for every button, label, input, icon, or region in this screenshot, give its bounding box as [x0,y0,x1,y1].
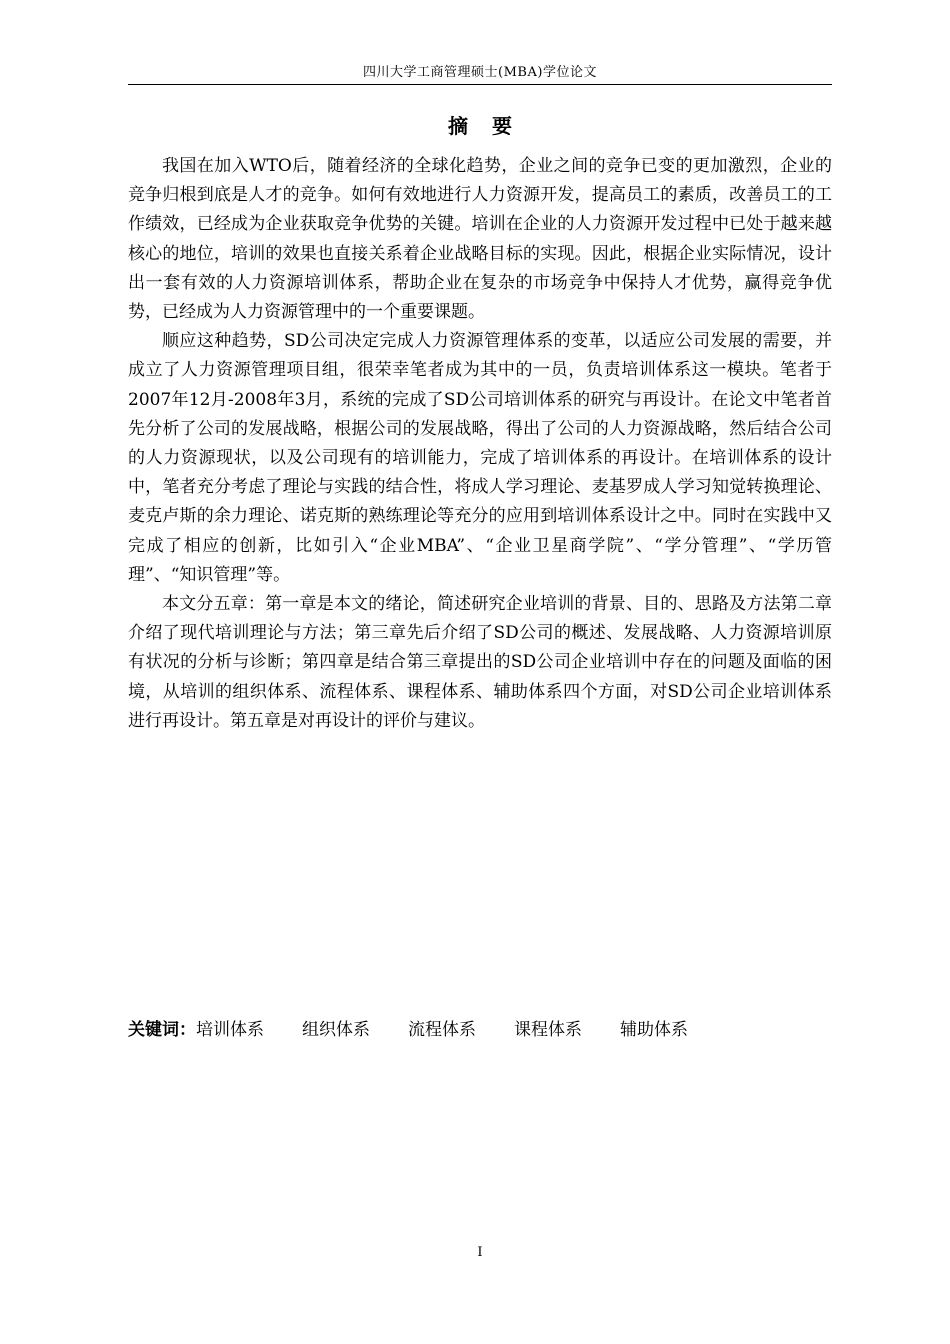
abstract-paragraph-3: 本文分五章：第一章是本文的绪论，简述研究企业培训的背景、目的、思路及方法第二章介绍了现代培训理论与方法；第三章先后介绍了SD公司的概述、发展战略、人力资源培训原有状况的分析与诊断；第四章是结合第三章提出的SD公司企业培训中存在的问题及面临的困境，从培训的组织体系、流程体系、课程体系、辅助体系四个方面，对SD公司企业培训体系进行再设计。第五章是对再设计的评价与建议。 [128,594,832,731]
keyword-2: 组织体系 [302,1020,370,1040]
page-number: I [477,1245,483,1260]
keyword-4: 课程体系 [514,1020,582,1040]
abstract-paragraph-2: 顺应这种趋势，SD公司决定完成人力资源管理体系的变革，以适应公司发展的需要，并成立了人力资源管理项目组，很荣幸笔者成为其中的一员，负责培训体系这一模块。笔者于2007年12月-2008年3月，系统的完成了SD公司培训体系的研究与再设计。在论文中笔者首先分析了公司的发展战略，根据公司的发展战略，得出了公司的人力资源战略，然后结合公司的人力资源现状，以及公司现有的培训能力，完成了培训体系的再设计。在培训体系的设计中，笔者充分考虑了理论与实践的结合性，将成人学习理论、麦基罗成人学习知觉转换理论、麦克卢斯的余力理论、诺克斯的熟练理论等充分的应用到培训体系设计之中。同时在实践中又完成了相应的创新，比如引入“企业MBA”、“企业卫星商学院”、“学分管理”、“学历管理”、“知识管理”等。 [128,331,832,585]
abstract-title: 摘要 [448,114,536,138]
keywords-line [128,1016,832,1044]
keywords-label: 关键词： [128,1020,196,1040]
keyword-5: 辅助体系 [620,1020,688,1040]
running-header: 四川大学工商管理硕士(MBA)学位论文 [363,65,597,80]
header-rule [128,84,832,85]
abstract-body [128,152,832,736]
abstract-paragraph-1: 我国在加入WTO后，随着经济的全球化趋势，企业之间的竞争已变的更加激烈，企业的竞争归根到底是人才的竞争。如何有效地进行人力资源开发，提高员工的素质，改善员工的工作绩效，已经成为企业获取竞争优势的关键。培训在企业的人力资源开发过程中已处于越来越核心的地位，培训的效果也直接关系着企业战略目标的实现。因此，根据企业实际情况，设计出一套有效的人力资源培训体系，帮助企业在复杂的市场竞争中保持人才优势，赢得竞争优势，已经成为人力资源管理中的一个重要课题。 [128,156,832,323]
keyword-3: 流程体系 [408,1020,476,1040]
keyword-1: 培训体系 [196,1020,264,1040]
